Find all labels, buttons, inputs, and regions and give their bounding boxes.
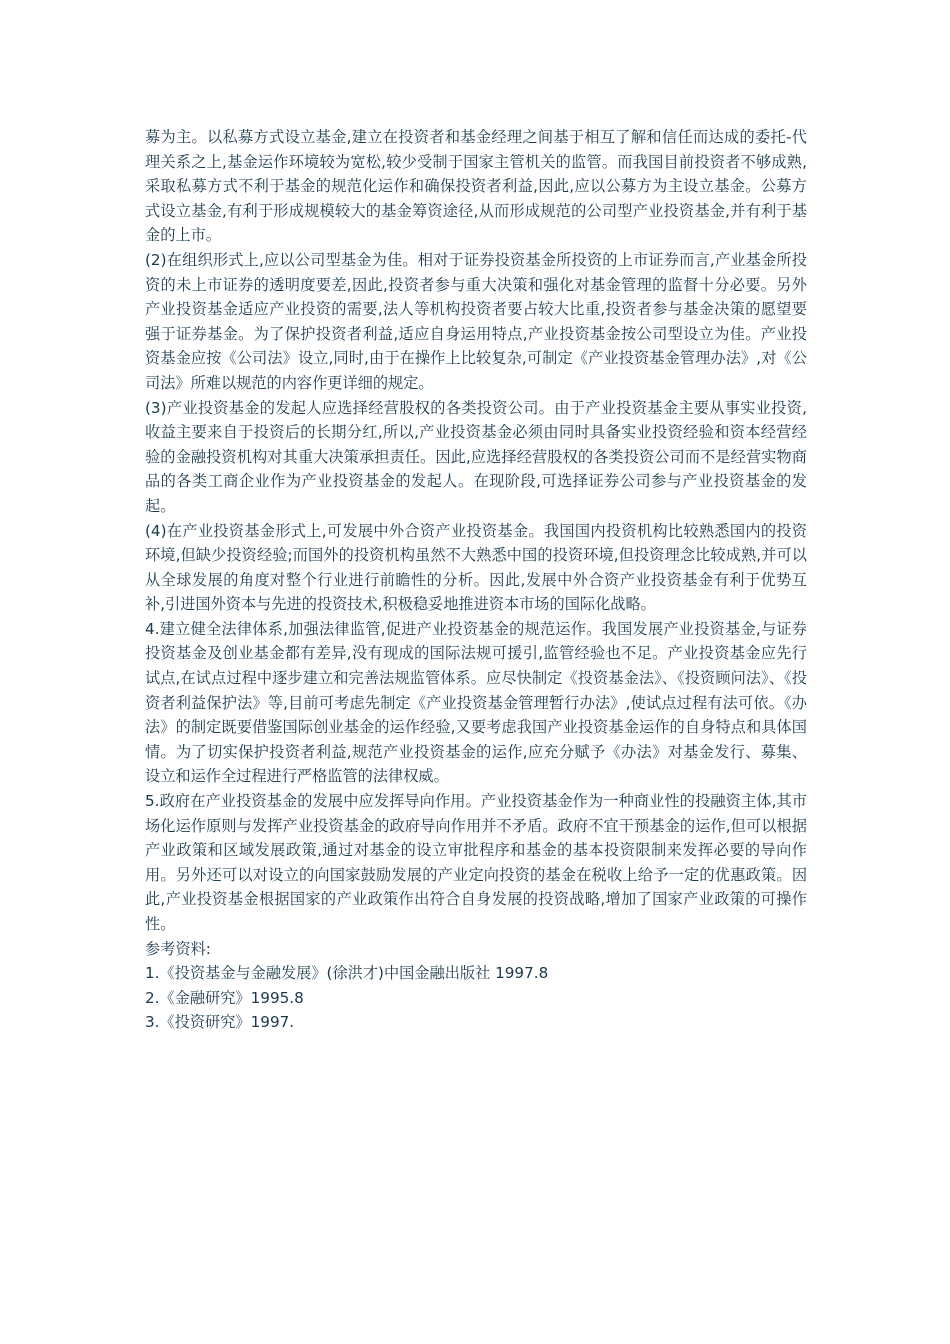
references-section: [145, 937, 807, 1035]
paragraph-government-role: 5.政府在产业投资基金的发展中应发挥导向作用。产业投资基金作为一种商业性的投融资主体,其市场化运作原则与发挥产业投资基金的政府导向作用并不矛盾。政府不宜干预基金的运作,但可以根据产业政策和区域发展政策,通过对基金的设立审批程序和基金的基本投资限制来发挥必要的导向作用。另外还可以对设立的向国家鼓励发展的产业定向投资的基金在税收上给予一定的优惠政策。因此,产业投资基金根据国家的产业政策作出符合自身发展的投资战略,增加了国家产业政策的可操作性。: [145, 792, 807, 933]
paragraph-fund-initiator: (3)产业投资基金的发起人应选择经营股权的各类投资公司。由于产业投资基金主要从事实业投资,收益主要来自于投资后的长期分红,所以,产业投资基金必须由同时具备实业投资经验和资本经营经验的金融投资机构对其重大决策承担责任。因此,应选择经营股权的各类投资公司而不是经营实物商品的各类工商企业作为产业投资基金的发起人。在现阶段,可选择证券公司参与产业投资基金的发起。: [145, 398, 807, 515]
references-heading: 参考资料:: [145, 939, 211, 958]
paragraph-organization-form: (2)在组织形式上,应以公司型基金为佳。相对于证券投资基金所投资的上市证券而言,产业基金所投资的未上市证券的透明度要差,因此,投资者参与重大决策和强化对基金管理的监督十分必要。另外产业投资基金适应产业投资的需要,法人等机构投资者要占较大比重,投资者参与基金决策的愿望要强于证券基金。为了保护投资者利益,适应自身运用特点,产业投资基金按公司型设立为佳。产业投资基金应按《公司法》设立,同时,由于在操作上比较复杂,可制定《产业投资基金管理办法》,对《公司法》所难以规范的内容作更详细的规定。: [145, 250, 807, 392]
reference-item-1: 1.《投资基金与金融发展》(徐洪才)中国金融出版社 1997.8: [145, 964, 549, 983]
paragraph-private-placement: 募为主。以私募方式设立基金,建立在投资者和基金经理之间基于相互了解和信任而达成的委托-代理关系之上,基金运作环境较为宽松,较少受制于国家主管机关的监管。而我国目前投资者不够成熟,采取私募方式不利于基金的规范化运作和确保投资者利益,因此,应以公募方为主设立基金。公募方式设立基金,有利于形成规模较大的基金筹资途径,从而形成规范的公司型产业投资基金,并有利于基金的上市。: [145, 128, 807, 245]
paragraph-legal-system: 4.建立健全法律体系,加强法律监管,促进产业投资基金的规范运作。我国发展产业投资基金,与证券投资基金及创业基金都有差异,没有现成的国际法规可援引,监管经验也不足。产业投资基金应先行试点,在试点过程中逐步建立和完善法规监管体系。应尽快制定《投资基金法》、《投资顾问法》、《投资者利益保护法》等,目前可考虑先制定《产业投资基金管理暂行办法》,使试点过程有法可依。《办法》的制定既要借鉴国际创业基金的运作经验,又要考虑我国产业投资基金运作的自身特点和具体国情。为了切实保护投资者利益,规范产业投资基金的运作,应充分赋予《办法》对基金发行、募集、设立和运作全过程进行严格监管的法律权威。: [145, 619, 807, 786]
paragraph-joint-venture: (4)在产业投资基金形式上,可发展中外合资产业投资基金。我国国内投资机构比较熟悉国内的投资环境,但缺少投资经验;而国外的投资机构虽然不大熟悉中国的投资环境,但投资理念比较成熟,并可以从全球发展的角度对整个行业进行前瞻性的分析。因此,发展中外合资产业投资基金有利于优势互补,引进国外资本与先进的投资技术,积极稳妥地推进资本市场的国际化战略。: [145, 521, 807, 614]
document-body: [145, 125, 807, 1035]
reference-item-3: 3.《投资研究》1997.: [145, 1013, 295, 1032]
reference-item-2: 2.《金融研究》1995.8: [145, 988, 304, 1007]
